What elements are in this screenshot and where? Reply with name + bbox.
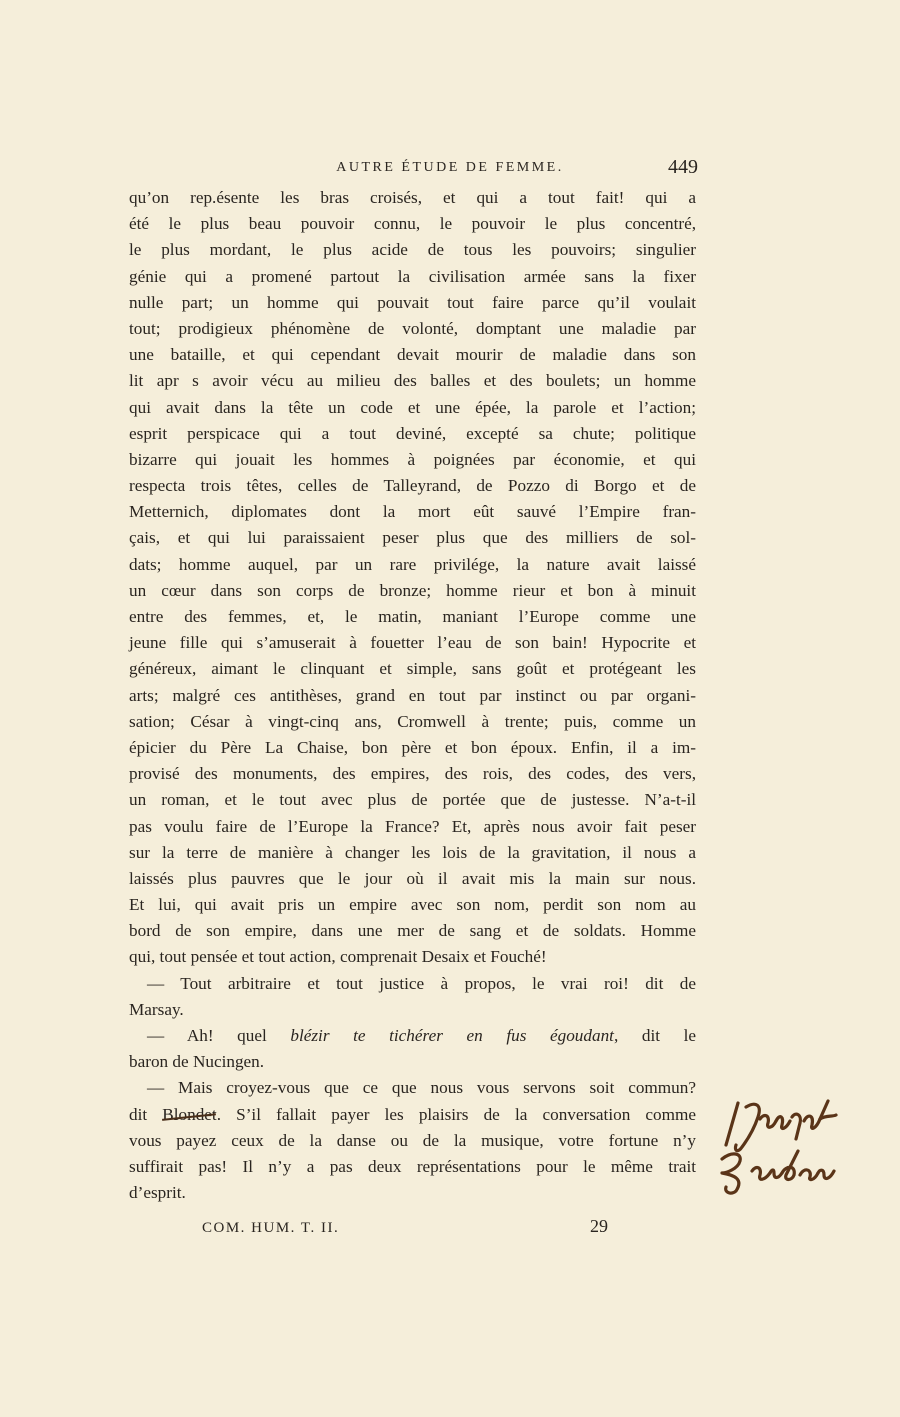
text-line: jeune fille qui s’amuserait à fouetter l’eau de son bain! Hypocrite et [129, 633, 696, 653]
text-line: sur la terre de manière à changer les lois de la gravitation, il nous a [129, 842, 696, 862]
text-line: été le plus beau pouvoir connu, le pouvoir le plus concentré, [129, 214, 696, 234]
dialogue-line [129, 1102, 696, 1128]
struck-name-blondet: Blondet [162, 1102, 216, 1128]
handwritten-margin-note [712, 1095, 872, 1205]
text-line: Et lui, qui avait pris un empire avec son nom, perdit son nom au [129, 895, 696, 915]
text-line: Metternich, diplomates dont la mort eût sauvé l’Empire fran- [129, 502, 696, 522]
text-line: arts; malgré ces antithèses, grand en tout par instinct ou par organi- [129, 685, 696, 705]
text-line: généreux, aimant le clinquant et simple, sans goût et protégeant les [129, 659, 696, 679]
text-line: çais, et qui lui paraissaient peser plus que des milliers de sol- [129, 528, 696, 548]
text-line: le plus mordant, le plus acide de tous les pouvoirs; singulier [129, 240, 696, 260]
text-line: laissés plus pauvres que le jour où il avait mis la main sur nous. [129, 868, 696, 888]
text-line: entre des femmes, et, le matin, maniant l’Europe comme une [129, 607, 696, 626]
text-line: nulle part; un homme qui pouvait tout faire parce qu’il voulait [129, 292, 696, 312]
text-line: qui avait dans la tête un code et une épée, la parole et l’action; [129, 397, 696, 417]
dialogue-line: — Tout arbitraire et tout justice à propos, le vrai roi! dit de [147, 973, 696, 993]
text-line: bizarre qui jouait les hommes à poignées par économie, et qui [129, 449, 696, 469]
text-line: dats; homme auquel, par un rare privilége, la nature avait laissé [129, 554, 696, 574]
dialogue-line: suffirait pas! Il n’y a pas deux représentations pour le même trait [129, 1156, 696, 1176]
dialogue-line: d’esprit. [129, 1183, 186, 1203]
dialect-speech: blézir te tichérer en fus égoudant [290, 1026, 614, 1045]
dialogue-line [129, 1023, 696, 1049]
text-line: lit apr s avoir vécu au milieu des balles et des boulets; un homme [129, 371, 696, 391]
text-line: épicier du Père La Chaise, bon père et bon époux. Enfin, il a im- [129, 737, 696, 757]
dialogue-line: baron de Nucingen. [129, 1052, 265, 1072]
text-line: bord de son empire, dans une mer de sang et de soldats. Homme [129, 921, 696, 941]
text-line: un cœur dans son corps de bronze; homme rieur et bon à minuit [129, 580, 696, 600]
text-line: tout; prodigieux phénomène de volonté, domptant une maladie par [129, 318, 696, 338]
dialogue-suffix: , dit le [613, 1026, 696, 1045]
dialogue-line: vous payez ceux de la danse ou de la musique, votre fortune n’y [129, 1130, 696, 1150]
text-line: qui, tout pensée et tout action, comprenait Desaix et Fouché! [129, 947, 547, 967]
text-line: une bataille, et qui cependant devait mourir de maladie dans son [129, 345, 696, 365]
signature-mark: COM. HUM. T. II. [202, 1220, 340, 1236]
text-line: qu’on rep.ésente les bras croisés, et qui a tout fait! qui a [129, 188, 696, 207]
text-line: un roman, et le tout avec plus de portée que de justesse. N’a-t-il [129, 790, 696, 810]
text-line: génie qui a promené partout la civilisation armée sans la fixer [129, 266, 696, 286]
text-line: pas voulu faire de l’Europe la France? Et, après nous avoir fait peser [129, 816, 696, 836]
text-line: esprit perspicace qui a tout deviné, excepté sa chute; politique [129, 423, 696, 443]
body-text [129, 185, 696, 1206]
dialogue-line: — Mais croyez-vous que ce que nous vous servons soit commun? [147, 1078, 696, 1098]
text-line: sation; César à vingt-cinq ans, Cromwell à trente; puis, comme un [129, 711, 696, 731]
dialogue-prefix: — Ah! quel [147, 1026, 291, 1045]
dialogue-rest: . S’il fallait payer les plaisirs de la conversation comme [216, 1104, 696, 1124]
text-line: respecta trois têtes, celles de Talleyrand, de Pozzo di Borgo et de [129, 476, 696, 496]
running-title: AUTRE ÉTUDE DE FEMME. [336, 160, 564, 175]
sheet-number: 29 [590, 1216, 608, 1236]
handwriting-joseph-bridau [712, 1095, 872, 1205]
dialogue-dit: dit [129, 1104, 163, 1124]
page-number: 449 [668, 156, 698, 178]
text-line: provisé des monuments, des empires, des rois, des codes, des vers, [129, 764, 696, 784]
dialogue-line: Marsay. [129, 999, 184, 1019]
